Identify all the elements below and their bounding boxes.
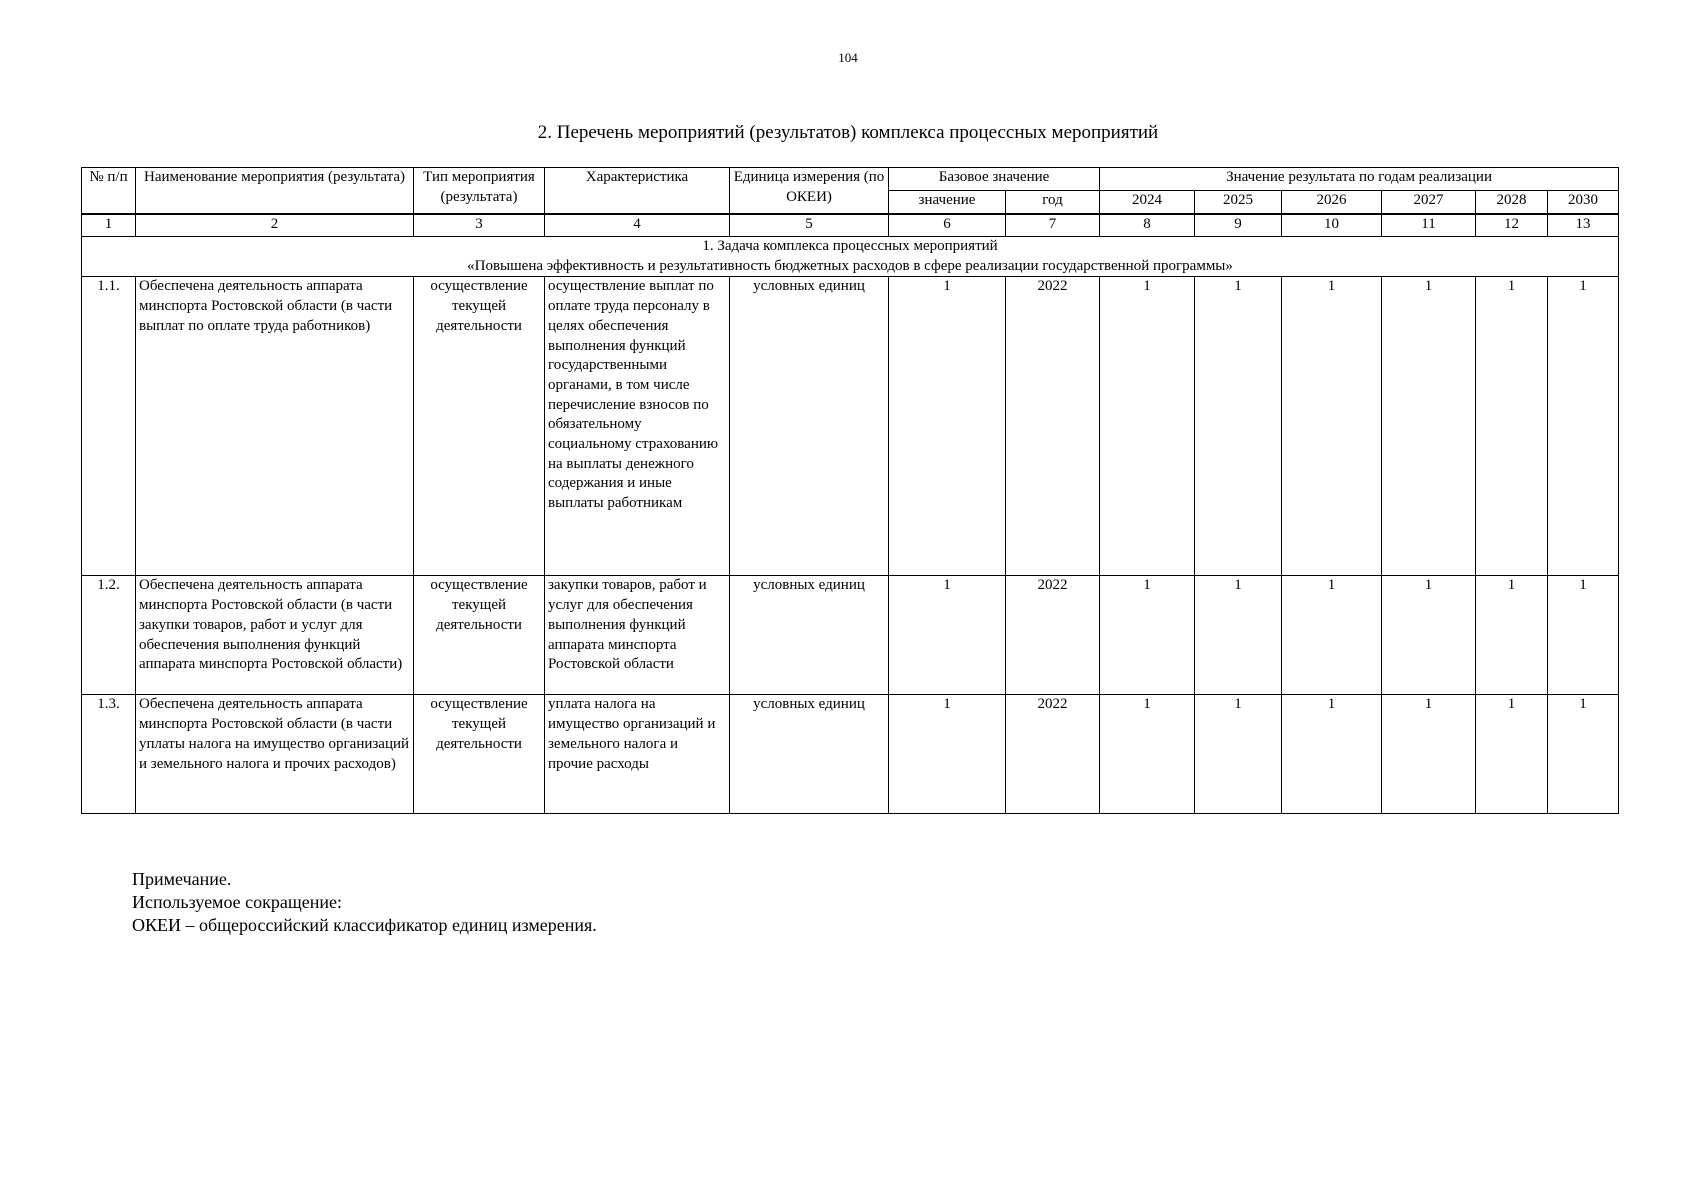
header-name: Наименование мероприятия (результата): [136, 168, 414, 215]
row-year-value: 1: [1548, 576, 1619, 695]
header-characteristic: Характеристика: [545, 168, 730, 215]
note-block: [132, 868, 597, 937]
document-title: 2. Перечень мероприятий (результатов) комплекса процессных мероприятий: [537, 122, 1159, 143]
table-row: [82, 695, 1619, 814]
column-number: 8: [1100, 214, 1195, 237]
column-number: 3: [414, 214, 545, 237]
row-base-year: 2022: [1006, 576, 1100, 695]
column-number: 1: [82, 214, 136, 237]
row-base-value: 1: [889, 695, 1006, 814]
page-number: 104: [838, 50, 858, 65]
header-year: 2030: [1548, 191, 1619, 215]
column-number-row: [82, 214, 1619, 237]
header-result-by-years: Значение результата по годам реализации: [1100, 168, 1619, 191]
row-year-value: 1: [1282, 277, 1382, 576]
row-characteristic: осуществление выплат по оплате труда персоналу в целях обеспечения выполнения функций государственными органами, в том числе перечисление взносов по обязательному социальному страхованию на выплаты денежного содержания и иные выплаты работникам: [545, 277, 730, 576]
row-unit: условных единиц: [730, 576, 889, 695]
header-year: 2027: [1382, 191, 1476, 215]
row-year-value: 1: [1476, 695, 1548, 814]
header-year: 2025: [1195, 191, 1282, 215]
header-row-1: [82, 168, 1619, 191]
column-number: 10: [1282, 214, 1382, 237]
row-name: Обеспечена деятельность аппарата минспорта Ростовской области (в части выплат по оплате труда работников): [136, 277, 414, 576]
row-characteristic: закупки товаров, работ и услуг для обеспечения выполнения функций аппарата минспорта Ростовской области: [545, 576, 730, 695]
header-type: Тип мероприятия (результата): [414, 168, 545, 215]
header-year: 2028: [1476, 191, 1548, 215]
header-num: № п/п: [82, 168, 136, 215]
row-type: осуществление текущей деятельности: [414, 576, 545, 695]
task-heading-line-1: 1. Задача комплекса процессных мероприятий: [702, 238, 998, 254]
row-year-value: 1: [1195, 277, 1282, 576]
results-table: [81, 167, 1619, 814]
row-unit: условных единиц: [730, 695, 889, 814]
row-year-value: 1: [1476, 576, 1548, 695]
note-heading: Примечание.: [132, 869, 232, 889]
column-number: 6: [889, 214, 1006, 237]
row-num: 1.3.: [82, 695, 136, 814]
row-year-value: 1: [1282, 576, 1382, 695]
row-year-value: 1: [1548, 695, 1619, 814]
row-year-value: 1: [1100, 277, 1195, 576]
row-num: 1.2.: [82, 576, 136, 695]
header-year: 2026: [1282, 191, 1382, 215]
row-base-value: 1: [889, 576, 1006, 695]
row-year-value: 1: [1382, 277, 1476, 576]
row-type: осуществление текущей деятельности: [414, 695, 545, 814]
column-number: 4: [545, 214, 730, 237]
column-number: 2: [136, 214, 414, 237]
header-base-value: Базовое значение: [889, 168, 1100, 191]
task-heading: [82, 237, 1619, 277]
row-unit: условных единиц: [730, 277, 889, 576]
column-number: 7: [1006, 214, 1100, 237]
column-number: 9: [1195, 214, 1282, 237]
row-num: 1.1.: [82, 277, 136, 576]
header-year: 2024: [1100, 191, 1195, 215]
row-base-year: 2022: [1006, 277, 1100, 576]
row-name: Обеспечена деятельность аппарата минспорта Ростовской области (в части закупки товаров, работ и услуг для обеспечения выполнения функций аппарата минспорта Ростовской области): [136, 576, 414, 695]
row-name: Обеспечена деятельность аппарата минспорта Ростовской области (в части уплаты налога на имущество организаций и земельного налога и прочих расходов): [136, 695, 414, 814]
row-base-year: 2022: [1006, 695, 1100, 814]
header-base-value-year: год: [1006, 191, 1100, 215]
row-year-value: 1: [1382, 576, 1476, 695]
column-number: 13: [1548, 214, 1619, 237]
table-row: [82, 277, 1619, 576]
row-characteristic: уплата налога на имущество организаций и земельного налога и прочие расходы: [545, 695, 730, 814]
header-unit: Единица измерения (по ОКЕИ): [730, 168, 889, 215]
row-year-value: 1: [1100, 695, 1195, 814]
task-row: [82, 237, 1619, 277]
row-year-value: 1: [1100, 576, 1195, 695]
row-base-value: 1: [889, 277, 1006, 576]
row-type: осуществление текущей деятельности: [414, 277, 545, 576]
row-year-value: 1: [1282, 695, 1382, 814]
table-row: [82, 576, 1619, 695]
column-number: 12: [1476, 214, 1548, 237]
task-heading-line-2: «Повышена эффективность и результативность бюджетных расходов в сфере реализации государственной программы»: [467, 257, 1233, 274]
note-abbreviation-okei: ОКЕИ – общероссийский классификатор единиц измерения.: [132, 915, 597, 935]
column-number: 5: [730, 214, 889, 237]
row-year-value: 1: [1195, 576, 1282, 695]
row-year-value: 1: [1548, 277, 1619, 576]
column-number: 11: [1382, 214, 1476, 237]
row-year-value: 1: [1382, 695, 1476, 814]
row-year-value: 1: [1195, 695, 1282, 814]
header-base-value-value: значение: [889, 191, 1006, 215]
row-year-value: 1: [1476, 277, 1548, 576]
note-abbreviation-label: Используемое сокращение:: [132, 892, 342, 912]
